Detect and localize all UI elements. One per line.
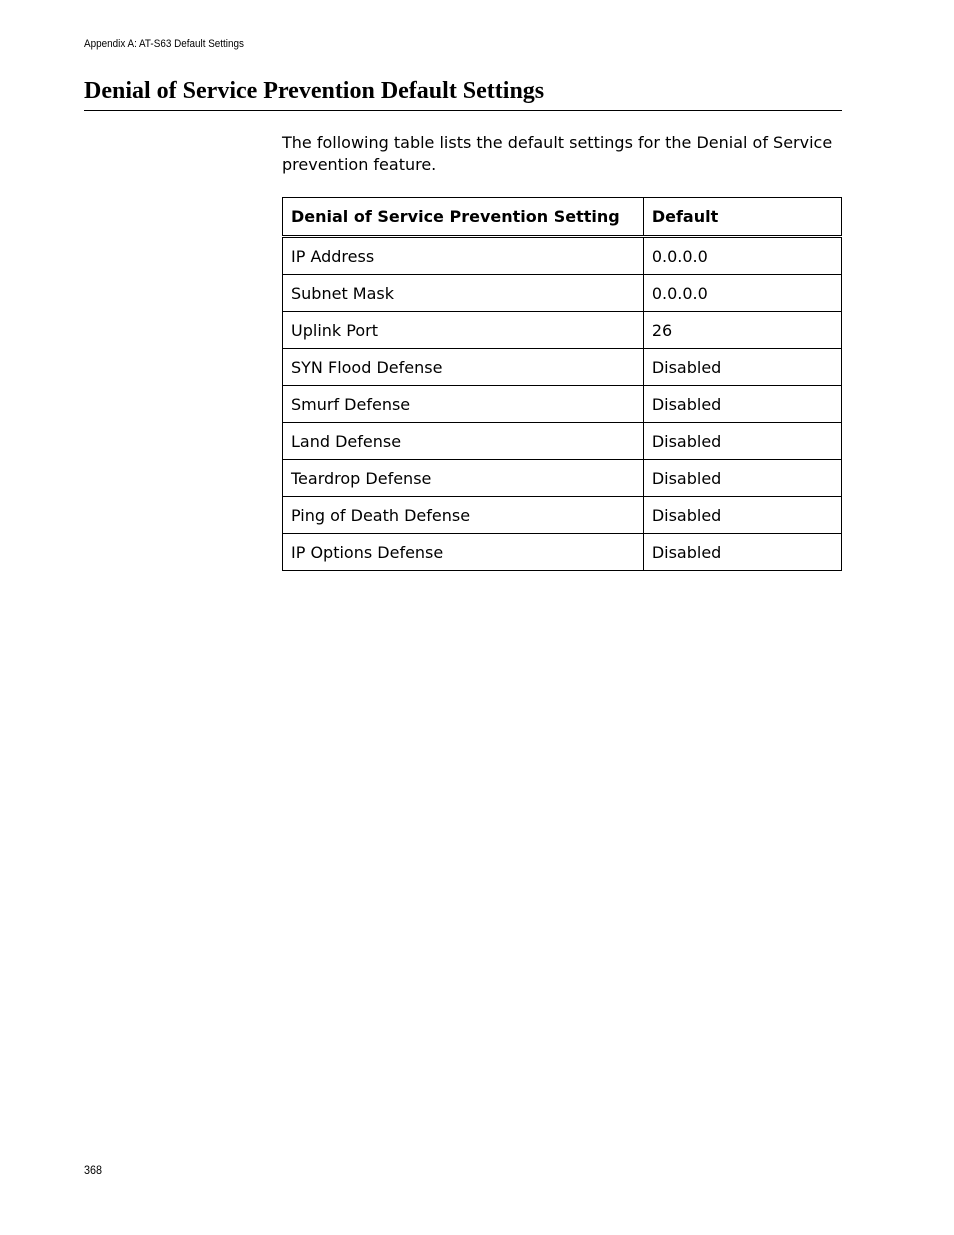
section-title: Denial of Service Prevention Default Settings [84, 78, 545, 104]
column-header-default: Default [643, 198, 841, 237]
table-row [283, 275, 842, 312]
setting-cell: IP Address [283, 237, 644, 275]
setting-cell: Teardrop Defense [283, 460, 644, 497]
setting-cell: IP Options Defense [283, 534, 644, 571]
running-header: Appendix A: AT-S63 Default Settings [84, 38, 244, 50]
table-row [283, 312, 842, 349]
table-row [283, 423, 842, 460]
default-cell: 0.0.0.0 [643, 237, 841, 275]
table-row [283, 534, 842, 571]
intro-paragraph: The following table lists the default settings for the Denial of Service prevention feature. [282, 133, 833, 174]
title-rule [84, 110, 842, 111]
table-row [283, 497, 842, 534]
default-cell: Disabled [643, 460, 841, 497]
table-row [283, 237, 842, 275]
setting-cell: Smurf Defense [283, 386, 644, 423]
column-header-setting: Denial of Service Prevention Setting [283, 198, 644, 237]
table-row [283, 386, 842, 423]
table-row [283, 460, 842, 497]
default-cell: Disabled [643, 349, 841, 386]
page-number: 368 [84, 1163, 103, 1177]
default-settings-table [282, 197, 842, 571]
default-cell: Disabled [643, 386, 841, 423]
default-cell: Disabled [643, 497, 841, 534]
setting-cell: Subnet Mask [283, 275, 644, 312]
default-cell: 26 [643, 312, 841, 349]
default-cell: Disabled [643, 534, 841, 571]
setting-cell: Uplink Port [283, 312, 644, 349]
setting-cell: Land Defense [283, 423, 644, 460]
table-row [283, 349, 842, 386]
default-cell: 0.0.0.0 [643, 275, 841, 312]
setting-cell: Ping of Death Defense [283, 497, 644, 534]
default-cell: Disabled [643, 423, 841, 460]
setting-cell: SYN Flood Defense [283, 349, 644, 386]
table-header-row [283, 198, 842, 237]
